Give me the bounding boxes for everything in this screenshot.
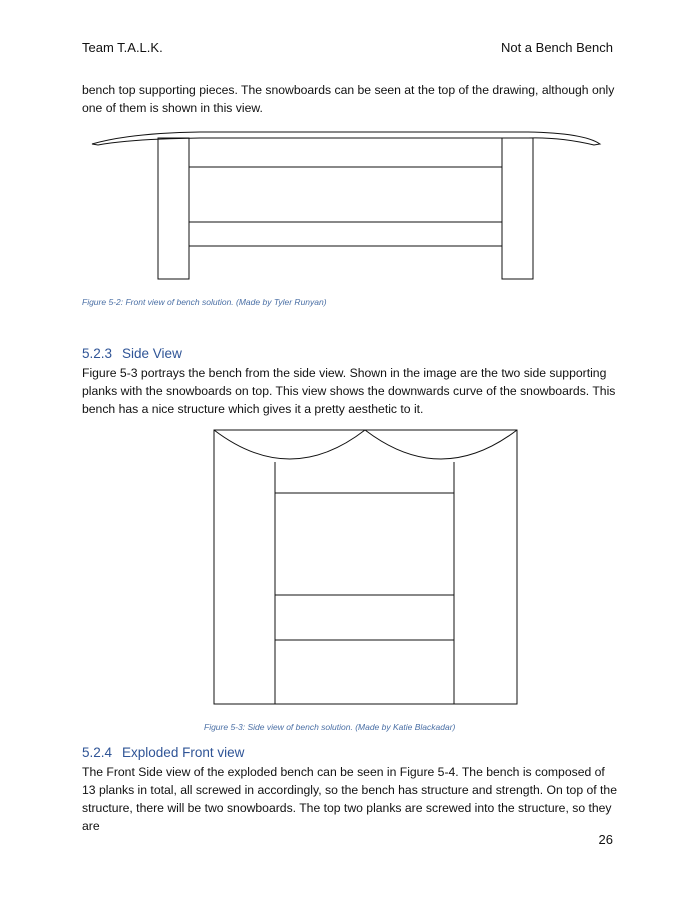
- figure-front-view-drawing: [90, 125, 610, 285]
- section-title: Side View: [122, 346, 182, 361]
- side-view-frame: [214, 430, 517, 704]
- snowboard-curve-left: [214, 430, 365, 459]
- section-5-2-4-heading: [82, 745, 244, 760]
- middle-beam: [189, 222, 502, 246]
- left-leg: [158, 138, 189, 279]
- header-team-name: Team T.A.L.K.: [82, 40, 163, 55]
- figure-side-view-drawing: [212, 428, 522, 710]
- exploded-view-paragraph: The Front Side view of the exploded bench can be seen in Figure 5-4. The bench is composed of 13 planks in total, all screwed in accordingly, so the bench has structure and strength. On top of the structure, there will be two snowboards. The top two planks are screwed into the structure, so they are: [82, 765, 617, 833]
- section-number: 5.2.3: [82, 346, 113, 361]
- figure-5-3-caption: Figure 5-3: Side view of bench solution. (Made by Katie Blackadar): [204, 722, 456, 732]
- figure-5-2-caption: Figure 5-2: Front view of bench solution. (Made by Tyler Runyan): [82, 297, 327, 307]
- intro-paragraph: bench top supporting pieces. The snowboards can be seen at the top of the drawing, although only one of them is shown in this view.: [82, 83, 615, 115]
- section-5-2-3-heading: [82, 346, 182, 361]
- section-title: Exploded Front view: [122, 745, 245, 760]
- snowboard-curve-right: [365, 430, 517, 459]
- page-number: 26: [598, 832, 613, 847]
- header-document-title: Not a Bench Bench: [500, 40, 613, 55]
- section-number: 5.2.4: [82, 745, 113, 760]
- lower-crossbar: [275, 595, 454, 640]
- right-leg: [502, 138, 533, 279]
- side-view-paragraph: Figure 5-3 portrays the bench from the side view. Shown in the image are the two side supporting planks with the snowboards on top. This view shows the downwards curve of the snowboards. This bench has a nice structure which gives it a pretty aesthetic to it.: [82, 366, 616, 416]
